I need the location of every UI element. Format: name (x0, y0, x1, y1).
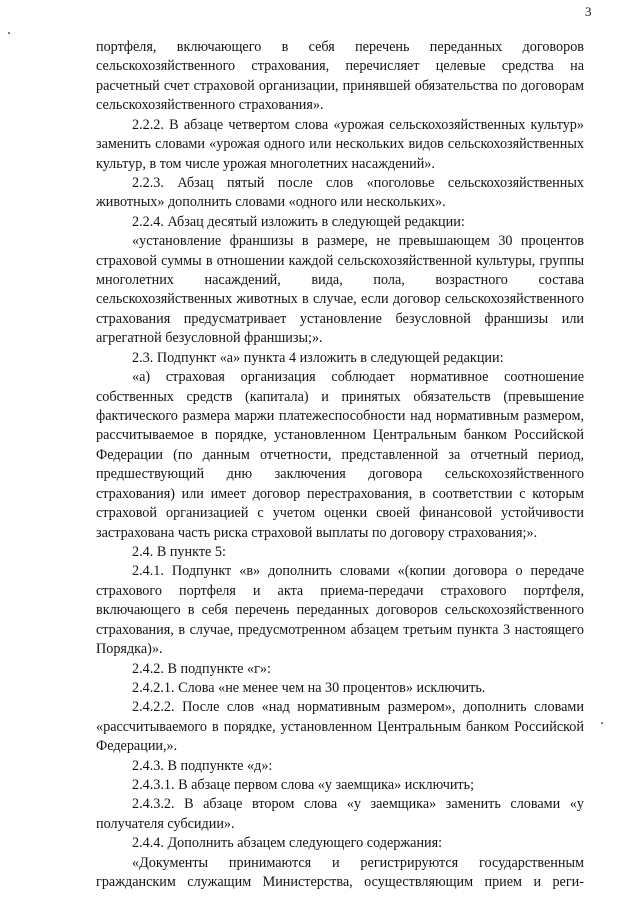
paragraph: 2.4.3.2. В абзаце втором слова «у заемщика» заменить словами «у получателя субсидии». (96, 796, 584, 832)
paragraph: 2.4.2.2. После слов «над нормативным размером», дополнить словами «рассчитываемого в порядке, установленном Центральным банком Российской Федерации,». (96, 699, 584, 755)
paragraph: 2.2.2. В абзаце четвертом слова «урожая сельскохозяйственных культур» заменить словами «урожая одного или нескольких видов сельскохозяйственных культур, в том числе урожая многолетних насаждений». (96, 116, 584, 172)
paragraph: 2.4. В пункте 5: (132, 543, 226, 560)
scan-speck (601, 722, 603, 724)
paragraph: «установление франшизы в размере, не превышающем 30 процентов страховой суммы в отношении каждой сельскохозяйственной культуры, группы многолетних насаждений, вида, пола, возрастного состава сельскохозяйственных животных в случае, если договор сельскохозяйственного страхования предусматривает установление безусловной франшизы или агрегатной безусловной франшизы;». (96, 233, 584, 347)
paragraph: 2.4.1. Подпункт «в» дополнить словами «(копии договора о передаче страхового портфеля и акта приема-передачи страхового портфеля, включающего в себя перечень переданных договоров сельскохозяйственного страхования, в случае, предусмотренном абзацем третьим пункта 3 настоящего Порядка)». (96, 563, 584, 658)
paragraph: 2.4.3.1. В абзаце первом слова «у заемщика» исключить; (132, 777, 475, 794)
paragraph: 2.4.3. В подпункте «д»: (132, 757, 273, 774)
paragraph: 2.4.2. В подпункте «г»: (132, 660, 271, 677)
document-body (96, 38, 584, 893)
paragraph: 2.2.4. Абзац десятый изложить в следующей редакции: (132, 213, 465, 230)
paragraph: «Документы принимаются и регистрируются государственным гражданским служащим Министерства, осуществляющим прием и реги- (96, 854, 584, 891)
paragraph: 2.4.2.1. Слова «не менее чем на 30 процентов» исключить. (132, 679, 486, 696)
paragraph: «а) страховая организация соблюдает нормативное соотношение собственных средств (капитала) и принятых обязательств (превышение фактического размера маржи платежеспособности над нормативным размером, рассчитываемое в порядке, установленном Центральным банком Российской Федерации (по данным отчетности, представленной за отчетный период, предшествующий дню заключения договора сельскохозяйственного страхования) или имеет договор перестрахования, в соответствии с которым страховой организацией с учетом оценки своей финансовой устойчивости застрахована часть риска страховой выплаты по договору страхования;». (96, 369, 584, 541)
paragraph: портфеля, включающего в себя перечень переданных договоров сельскохозяйственного страхования, перечисляет целевые средства на расчетный счет страховой организации, принявшей обязательства по договорам сельскохозяйственного страхования». (96, 39, 584, 114)
paragraph: 2.2.3. Абзац пятый после слов «поголовье сельскохозяйственных животных» дополнить словами «одного или нескольких». (96, 174, 584, 211)
paragraph: 2.3. Подпункт «а» пункта 4 изложить в следующей редакции: (132, 349, 504, 366)
page-number: 3 (585, 4, 592, 19)
paragraph: 2.4.4. Дополнить абзацем следующего содержания: (132, 835, 443, 852)
scan-speck (8, 32, 10, 34)
